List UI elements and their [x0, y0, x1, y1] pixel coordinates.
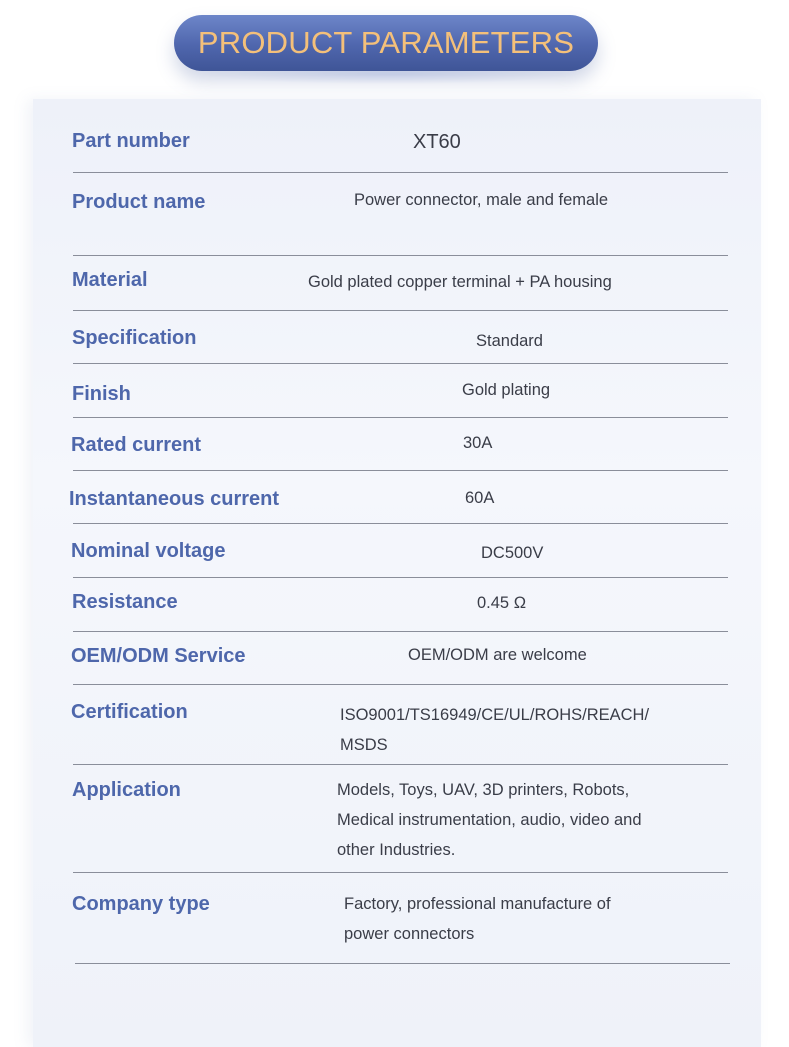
param-value-company-type-line-1: Factory, professional manufacture of — [344, 895, 611, 913]
param-label-material: Material — [72, 269, 148, 291]
row-divider — [73, 172, 728, 173]
param-value-finish: Gold plating — [462, 381, 551, 399]
row-divider — [73, 310, 728, 311]
row-divider — [73, 417, 728, 418]
param-value-oem-odm-service: OEM/ODM are welcome — [408, 646, 587, 664]
page-title: PRODUCT PARAMETERS — [197, 25, 575, 60]
param-label-product-name: Product name — [72, 191, 206, 213]
row-divider — [73, 470, 728, 471]
param-value-certification-line-1: ISO9001/TS16949/CE/UL/ROHS/REACH/ — [340, 706, 650, 724]
row-divider — [73, 363, 728, 364]
param-label-specification: Specification — [72, 327, 197, 349]
param-value-product-name: Power connector, male and female — [354, 191, 609, 209]
row-divider — [73, 684, 728, 685]
param-label-application: Application — [72, 779, 181, 801]
param-label-instantaneous-current: Instantaneous current — [69, 488, 280, 510]
row-divider — [73, 523, 728, 524]
param-label-finish: Finish — [72, 383, 131, 405]
param-value-application-line-2: Medical instrumentation, audio, video and — [337, 811, 642, 829]
row-divider — [73, 255, 728, 256]
param-value-application-line-1: Models, Toys, UAV, 3D printers, Robots, — [337, 781, 630, 799]
param-value-part-number: XT60 — [413, 131, 461, 153]
param-label-oem-odm-service: OEM/ODM Service — [71, 645, 246, 667]
param-value-application-line-3: other Industries. — [337, 841, 456, 859]
row-divider — [73, 764, 728, 765]
param-label-resistance: Resistance — [72, 591, 178, 613]
param-label-part-number: Part number — [72, 130, 190, 152]
param-value-certification-line-2: MSDS — [340, 736, 388, 754]
param-value-material: Gold plated copper terminal + PA housing — [308, 273, 612, 291]
row-divider — [73, 872, 728, 873]
param-value-resistance: 0.45 Ω — [477, 594, 527, 612]
param-label-company-type: Company type — [72, 893, 210, 915]
param-label-rated-current: Rated current — [71, 434, 202, 456]
param-value-specification: Standard — [476, 332, 543, 350]
row-divider — [73, 577, 728, 578]
param-value-rated-current: 30A — [463, 434, 493, 452]
param-value-instantaneous-current: 60A — [465, 489, 495, 507]
param-label-nominal-voltage: Nominal voltage — [71, 540, 226, 562]
param-value-company-type-line-2: power connectors — [344, 925, 475, 943]
parameters-panel — [33, 99, 761, 1047]
row-divider — [73, 631, 728, 632]
param-value-nominal-voltage: DC500V — [481, 544, 544, 562]
param-label-certification: Certification — [71, 701, 188, 723]
header-banner — [174, 15, 598, 71]
row-divider — [75, 963, 730, 964]
